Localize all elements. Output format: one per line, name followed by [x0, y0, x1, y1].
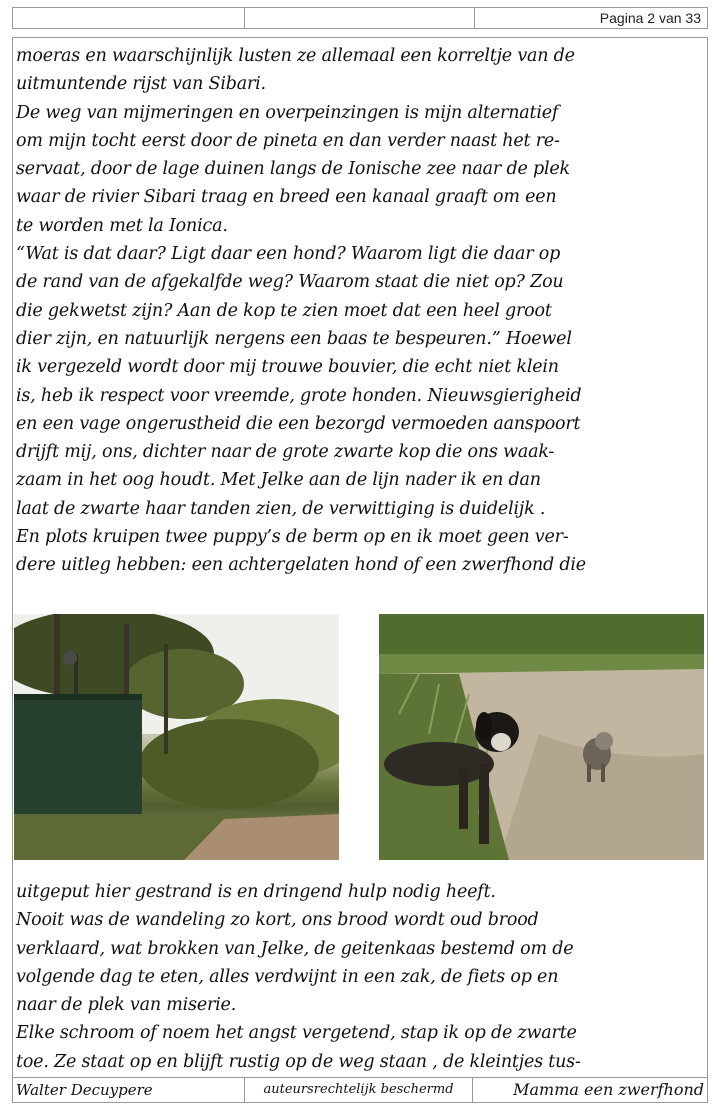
text-line: De weg van mijmeringen en overpeinzingen is mijn alternatief — [16, 102, 559, 123]
text-line: verklaard, wat brokken van Jelke, de geitenkaas bestemd om de — [16, 938, 574, 959]
body-text-top — [16, 42, 706, 580]
page-footer — [12, 1077, 708, 1103]
text-line: uitgeput hier gestrand is en dringend hulp nodig heeft. — [16, 882, 496, 902]
text-line: die gekwetst zijn? Aan de kop te zien moet dat een heel groot — [16, 300, 552, 321]
page-header — [12, 7, 708, 29]
text-line: waar de rivier Sibari traag en breed een kanaal graaft om een — [16, 187, 557, 208]
text-line: drijft mij, ons, dichter naar de grote zwarte kop die ons waak- — [16, 442, 555, 463]
text-line: dere uitleg hebben: een achtergelaten hond of een zwerfhond die — [16, 555, 586, 576]
body-text-bottom — [16, 878, 706, 1076]
text-line: de rand van de afgekalfde weg? Waarom staat die niet op? Zou — [16, 272, 564, 293]
text-line: zaam in het oog houdt. Met Jelke aan de lijn nader ik en dan — [16, 470, 541, 491]
text-line: volgende dag te eten, alles verdwijnt in een zak, de fiets op en — [16, 966, 559, 987]
text-line: Nooit was de wandeling zo kort, ons brood wordt oud brood — [16, 910, 539, 931]
page-indicator: Pagina 2 van 33 — [599, 10, 701, 26]
text-line: servaat, door de lage duinen langs de Ionische zee naar de plek — [16, 159, 570, 180]
text-line: toe. Ze staat op en blijft rustig op de weg staan , de kleintjes tus- — [16, 1051, 581, 1072]
text-line: ik vergezeld wordt door mij trouwe bouvier, die echt niet klein — [16, 357, 559, 378]
photo-dogs-on-road — [379, 614, 704, 860]
text-line: En plots kruipen twee puppy’s de berm op en ik moet geen ver- — [16, 527, 569, 548]
text-line: dier zijn, en natuurlijk nergens een baas te bespeuren.” Hoewel — [16, 328, 572, 349]
text-line: te worden met la Ionica. — [16, 215, 228, 236]
text-line: om mijn tocht eerst door de pineta en dan verder naast het re- — [16, 130, 560, 151]
header-cell-left — [13, 8, 245, 28]
photo-park-entrance — [14, 614, 339, 860]
footer-title: Mamma een zwerfhond — [513, 1080, 704, 1099]
header-cell-middle — [245, 8, 475, 28]
text-line: “Wat is dat daar? Ligt daar een hond? Waarom ligt die daar op — [16, 244, 561, 265]
text-line: naar de plek van miserie. — [16, 995, 237, 1016]
text-line: en een vage ongerustheid die een bezorgd vermoeden aanspoort — [16, 413, 581, 434]
footer-author: Walter Decuypere — [12, 1078, 245, 1103]
text-line: Elke schroom of noem het angst vergetend, stap ik op de zwarte — [16, 1023, 577, 1044]
text-line: is, heb ik respect voor vreemde, grote honden. Nieuwsgierigheid — [16, 385, 582, 406]
text-line: moeras en waarschijnlijk lusten ze allemaal een korreltje van de — [16, 46, 575, 66]
text-line: uitmuntende rijst van Sibari. — [16, 74, 266, 95]
footer-copyright: auteursrechtelijk beschermd — [245, 1078, 473, 1103]
text-line: laat de zwarte haar tanden zien, de verwittiging is duidelijk . — [16, 498, 546, 519]
